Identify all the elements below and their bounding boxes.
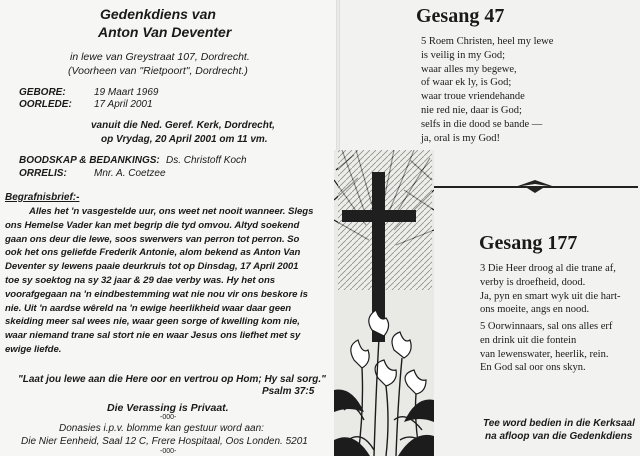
hymn-line: waar troue vriendehande <box>421 91 525 103</box>
hymn-47-text <box>421 35 553 145</box>
hymn-177-title: Gesang 177 <box>479 232 578 254</box>
hymn-line: van lewenswater, heerlik, rein. <box>480 348 609 360</box>
tea-notice-line-2: na afloop van die Gedenkdiens <box>485 431 633 442</box>
venue-line-1: vanuit die Ned. Geref. Kerk, Dordrecht, <box>91 120 275 131</box>
letter-line: ook het ons geliefde Frederik Antonie, alom bekend as Anton Van <box>5 247 301 259</box>
tea-notice-line-1: Tee word bedien in die Kerksaal <box>483 418 635 429</box>
letter-line: ewige liefde. <box>5 343 62 355</box>
letter-line: ons Hemelse Vader kan met begrip die tyd omvou. Altyd soekend <box>5 219 300 231</box>
cross-lilies-illustration <box>334 150 434 456</box>
died-label: OORLEDE: <box>19 99 72 110</box>
letter-line: skeiding meer sal wees nie, waar geen sorge of kwelling kom nie, <box>5 316 300 328</box>
donations-line-2: Die Nier Eenheid, Saal 12 C, Frere Hospitaal, Oos Londen. 5201 <box>21 436 308 447</box>
donations-line-1: Donasies i.p.v. blomme kan gestuur word aan: <box>59 423 264 434</box>
hymn-177-verse-5 <box>480 320 612 375</box>
service-title: Gedenkdiens van <box>100 6 216 22</box>
organist-label: ORRELIS: <box>19 168 67 179</box>
message-value: Ds. Christoff Koch <box>166 155 247 166</box>
letter-line: nie. Uit 'n aardse wêreld na 'n ewige heerlikheid waar daar geen <box>5 302 292 314</box>
address-line-1: in lewe van Greystraat 107, Dordrecht. <box>70 51 250 63</box>
hymn-47-title: Gesang 47 <box>416 5 505 27</box>
venue-line-2: op Vrydag, 20 April 2001 om 11 vm. <box>101 134 268 145</box>
hymn-line: 5 Roem Christen, heel my lewe <box>421 36 554 47</box>
hymn-line: of waar ek ly, is God; <box>421 77 512 89</box>
born-date: 19 Maart 1969 <box>94 87 159 98</box>
scripture-reference: Psalm 37:5 <box>262 386 315 397</box>
letter-line: voorafgegaan na 'n eindbestemming wat nie nou vir ons beskore is <box>5 288 308 300</box>
hymn-line: 5 Oorwinnaars, sal ons alles erf <box>480 321 613 332</box>
hymn-line: is veilig in my God; <box>421 49 505 61</box>
hymn-line: ja, oral is my God! <box>421 132 501 144</box>
funeral-letter <box>5 205 328 357</box>
message-label: BOODSKAP & BEDANKINGS: <box>19 155 160 166</box>
hymn-line: En God sal oor ons skyn. <box>480 362 586 374</box>
hymn-line: 3 Die Heer droog al die trane af, <box>480 263 616 274</box>
deceased-name: Anton Van Deventer <box>98 24 232 40</box>
letter-line: waar niemand trane sal stort nie en waar Jesus ons liefhet met sy <box>5 330 301 342</box>
scripture-quote: "Laat jou lewe aan die Here oor en vertrou op Hom; Hy sal sorg." <box>18 374 326 385</box>
letter-line: Deventer sy lewens paaie deurkruis tot op Dinsdag, 17 April 2001 <box>5 261 299 273</box>
address-line-2: (Voorheen van "Rietpoort", Dordrecht.) <box>68 65 248 77</box>
hymn-line: waar alles my begewe, <box>421 63 517 75</box>
letter-line: toe sy soektog na sy 32 jaar & 29 dae verby was. Hy het ons <box>5 274 276 286</box>
hymn-line: nie red nie, daar is God; <box>421 104 522 116</box>
cremation-note: Die Verassing is Privaat. <box>107 402 229 414</box>
hymn-line: selfs in die dood se bande — <box>421 118 543 130</box>
hymn-177-verse-3 <box>480 262 621 317</box>
hymn-line: ons moeite, angs en nood. <box>480 304 590 316</box>
born-label: GEBORE: <box>19 87 66 98</box>
organist-value: Mnr. A. Coetzee <box>94 168 166 179</box>
letter-line: gaan ons deur die lewe, soos swerwers van perron tot perron. So <box>5 233 300 245</box>
hymn-line: Ja, pyn en smart wyk uit die hart- <box>480 290 621 302</box>
letter-heading: Begrafnisbrief:- <box>5 192 80 203</box>
died-date: 17 April 2001 <box>94 99 153 110</box>
separator: -000- <box>160 448 177 455</box>
separator: -000- <box>160 414 177 421</box>
hymn-line: verby is droefheid, dood. <box>480 276 586 288</box>
letter-line: Alles het 'n vasgestelde uur, ons weet net nooit wanneer. Slegs <box>29 206 314 217</box>
hymn-line: en drink uit die fontein <box>480 334 577 346</box>
divider-ornament-icon <box>515 180 555 194</box>
